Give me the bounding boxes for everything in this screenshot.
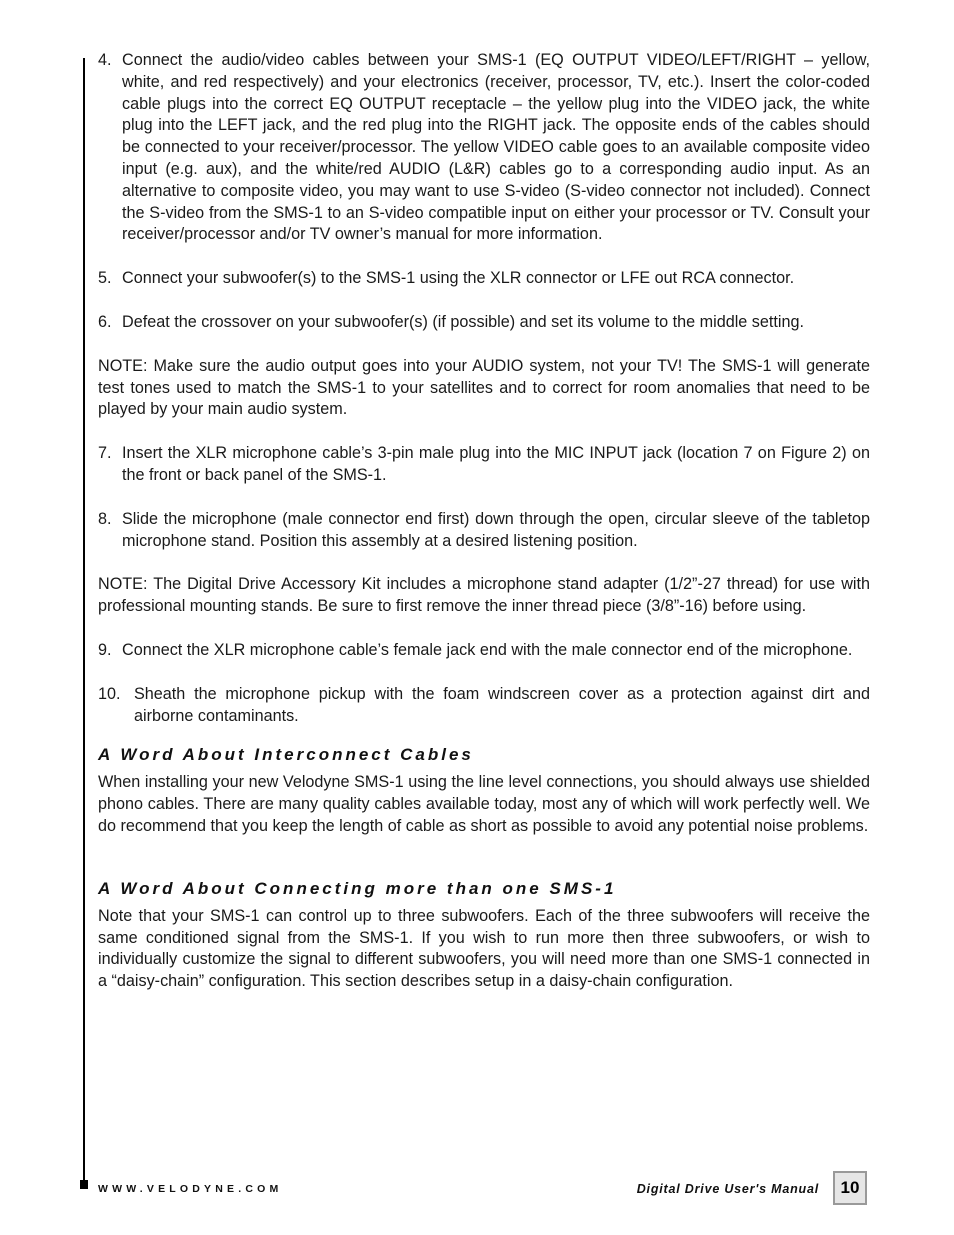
step-6: [98, 312, 870, 334]
step-text: Insert the XLR microphone cable’s 3-pin male plug into the MIC INPUT jack (location 7 on Figure 2) on the front or back panel of the SMS-1.: [122, 444, 870, 484]
page-number: 10: [833, 1171, 867, 1205]
step-text: Slide the microphone (male connector end first) down through the open, circular sleeve of the tabletop microphone stand. Position this assembly at a desired listening position.: [122, 509, 870, 550]
step-number: 7.: [98, 444, 112, 463]
step-text: Sheath the microphone pickup with the foam windscreen cover as a protection against dirt and airborne contaminants.: [134, 684, 870, 725]
section-body-daisy-chain: Note that your SMS-1 can control up to three subwoofers. Each of the three subwoofers will receive the same conditioned signal from the SMS-1. If you wish to run more then three subwoofers, or wish to individually customize the signal to different subwoofers, you will need more than one SMS-1 connected in a “daisy-chain” configuration. This section describes setup in a daisy-chain configuration.: [98, 906, 870, 991]
step-number: 9.: [98, 640, 112, 659]
left-margin-rule-cap: [80, 1180, 88, 1189]
step-text: Connect the audio/video cables between your SMS-1 (EQ OUTPUT VIDEO/LEFT/RIGHT – yellow, white, and red respectively) and your electronics (receiver, processor, TV, etc.). Insert the color-coded cable plugs into the correct EQ OUTPUT receptacle – the yellow plug into the VIDEO jack, the white plug into the LEFT jack, and the red plug into the RIGHT jack. The opposite ends of the cables should be connected to your receiver/processor. The yellow VIDEO cable goes to an available composite video input (e.g. aux), and the white/red AUDIO (L&R) cables go to a corresponding audio input. As an alternative to composite video, you may want to use S-video (S-video connector not included). Connect the S-video from the SMS-1 to an S-video compatible input on either your processor or TV. Consult your receiver/processor and/or TV owner’s manual for more information.: [122, 51, 870, 244]
page-content: [98, 50, 870, 993]
section-body-interconnect: When installing your new Velodyne SMS-1 using the line level connections, you should always use shielded phono cables. There are many quality cables available today, most any of which will work perfectly well. We do recommend that you keep the length of cable as short as possible to avoid any potential noise problems.: [98, 773, 870, 835]
step-text: Connect the XLR microphone cable’s female jack end with the male connector end of the microphone.: [122, 640, 853, 659]
step-10: [98, 684, 870, 728]
step-5: [98, 268, 870, 290]
section-heading-daisy-chain: A Word About Connecting more than one SMS-1: [98, 878, 617, 898]
note-audio-output: NOTE: Make sure the audio output goes into your AUDIO system, not your TV! The SMS-1 will generate test tones used to match the SMS-1 to your satellites and to correct for room anomalies that need to be played by your main audio system.: [98, 356, 870, 419]
step-number: 10.: [98, 684, 121, 703]
left-margin-rule: [83, 58, 85, 1183]
step-number: 5.: [98, 269, 112, 288]
step-8: [98, 509, 870, 553]
step-text: Connect your subwoofer(s) to the SMS-1 using the XLR connector or LFE out RCA connector.: [122, 269, 795, 288]
note-accessory-kit: NOTE: The Digital Drive Accessory Kit includes a microphone stand adapter (1/2”-27 thread) for use with professional mounting stands. Be sure to first remove the inner thread piece (3/8”-16) before using.: [98, 575, 870, 616]
step-9: [98, 640, 870, 662]
section-heading-interconnect: A Word About Interconnect Cables: [98, 745, 474, 765]
step-text: Defeat the crossover on your subwoofer(s) (if possible) and set its volume to the middle setting.: [122, 312, 804, 331]
step-number: 4.: [98, 51, 112, 69]
step-4: [98, 50, 870, 246]
footer-manual-title: Digital Drive User's Manual: [636, 1182, 819, 1196]
step-7: [98, 443, 870, 487]
step-number: 8.: [98, 509, 112, 528]
step-number: 6.: [98, 312, 112, 331]
footer-website: WWW.VELODYNE.COM: [98, 1183, 283, 1195]
